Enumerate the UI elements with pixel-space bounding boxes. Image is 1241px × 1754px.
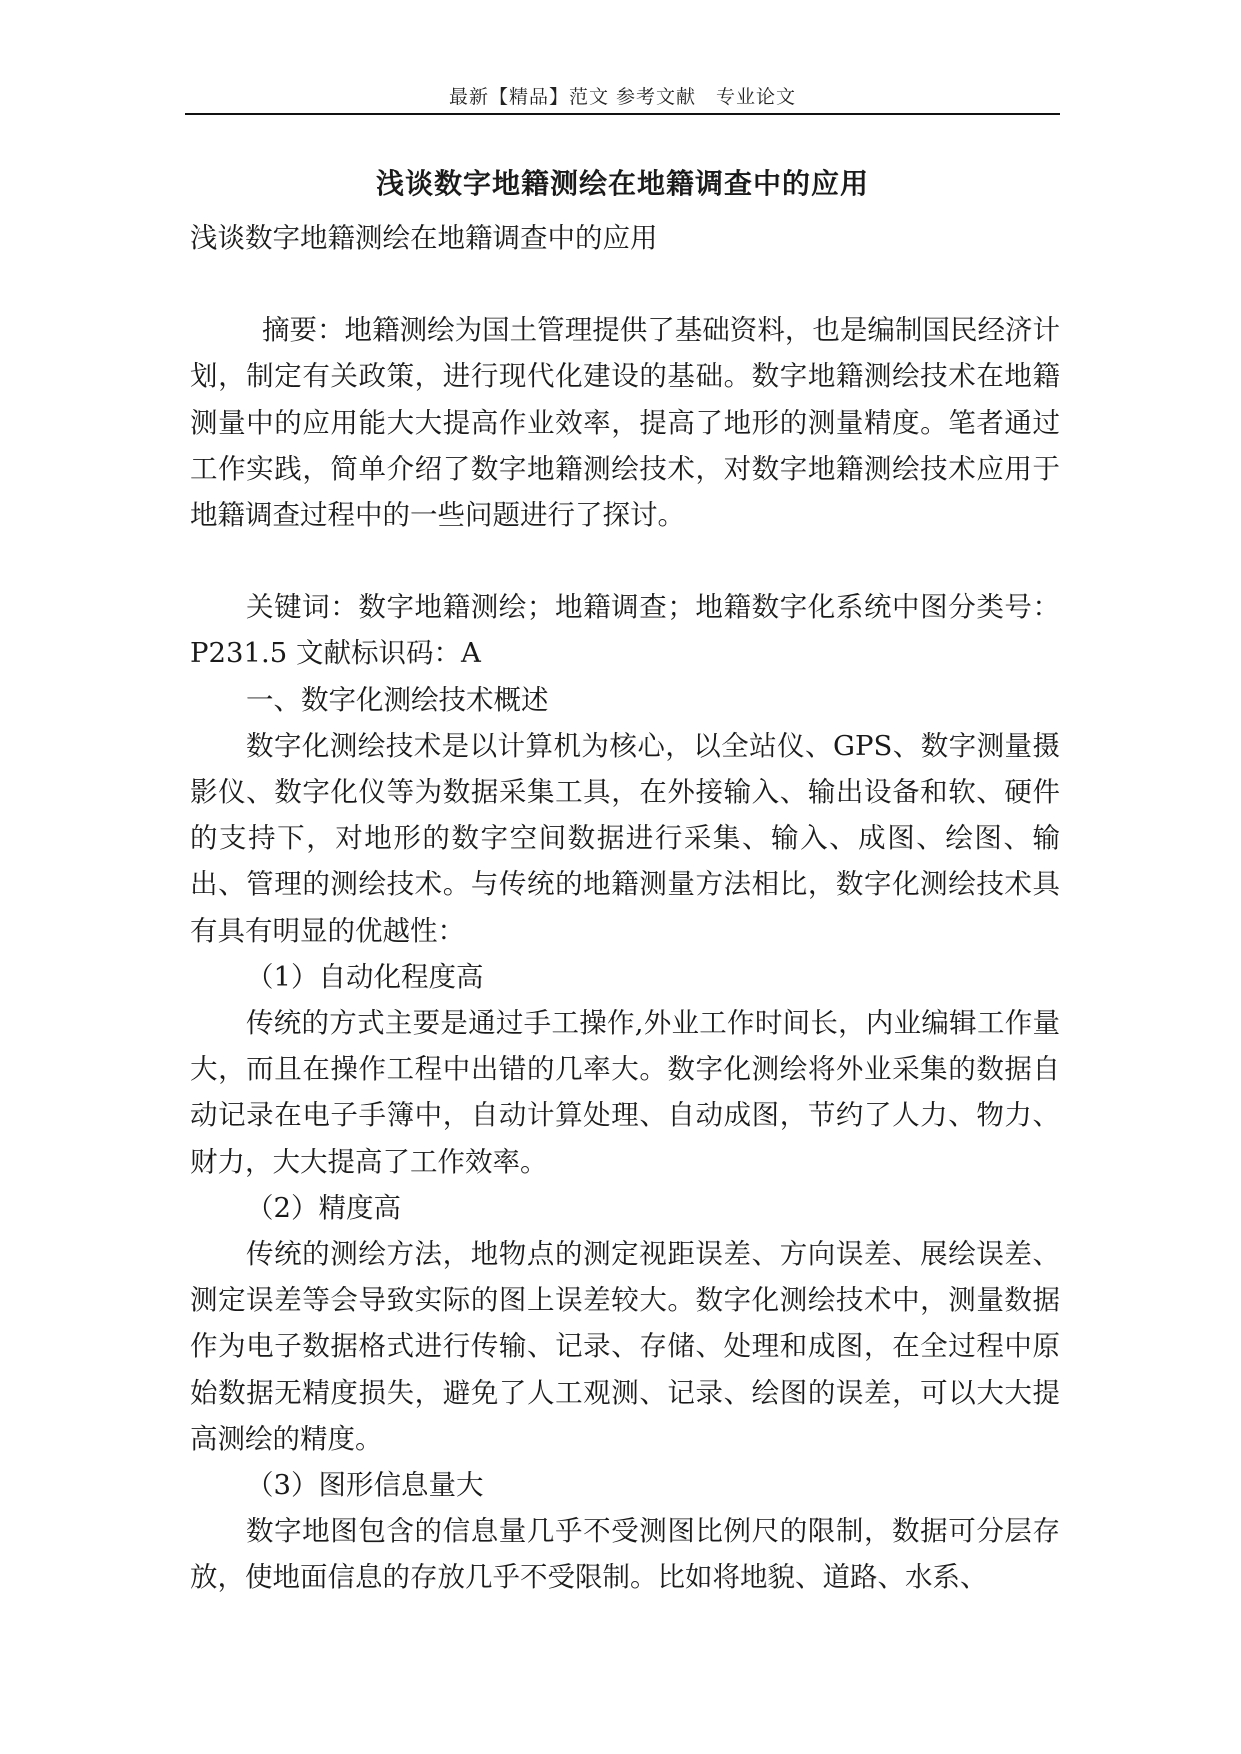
section-paragraph: 数字化测绘技术是以计算机为核心，以全站仪、GPS、数字测量摄影仪、数字化仪等为数据采集工具，在外接输入、输出设备和软、硬件的支持下，对地形的数字空间数据进行采集、输入、成图、绘图、输出、管理的测绘技术。与传统的地籍测量方法相比，数字化测绘技术具有具有明显的优越性：	[190, 729, 1060, 947]
document-subtitle: 浅谈数字地籍测绘在地籍调查中的应用	[190, 222, 658, 254]
header-divider	[185, 113, 1060, 115]
subsection-heading: （3）图形信息量大	[246, 1469, 484, 1502]
subsection-paragraph: 数字地图包含的信息量几乎不受测图比例尺的限制，数据可分层存放，使地面信息的存放几乎不受限制。比如将地貌、道路、水系、	[190, 1515, 1060, 1594]
document-body	[190, 215, 1060, 1601]
subsection-paragraph: 传统的测绘方法，地物点的测定视距误差、方向误差、展绘误差、测定误差等会导致实际的图上误差较大。数字化测绘技术中，测量数据作为电子数据格式进行传输、记录、存储、处理和成图，在全过程中原始数据无精度损失，避免了人工观测、记录、绘图的误差，可以大大提高测绘的精度。	[190, 1238, 1060, 1455]
subsection-heading: （2）精度高	[246, 1191, 401, 1224]
section-heading: 一、数字化测绘技术概述	[246, 683, 549, 716]
document-title: 浅谈数字地籍测绘在地籍调查中的应用	[375, 167, 869, 200]
subsection-paragraph: 传统的方式主要是通过手工操作,外业工作时间长，内业编辑工作量大，而且在操作工程中出错的几率大。数字化测绘将外业采集的数据自动记录在电子手簿中，自动计算处理、自动成图，节约了人力、物力、财力，大大提高了工作效率。	[190, 1007, 1060, 1178]
abstract-paragraph: 摘要：地籍测绘为国土管理提供了基础资料，也是编制国民经济计划，制定有关政策，进行现代化建设的基础。数字地籍测绘技术在地籍测量中的应用能大大提高作业效率，提高了地形的测量精度。笔者通过工作实践，简单介绍了数字地籍测绘技术，对数字地籍测绘技术应用于地籍调查过程中的一些问题进行了探讨。	[190, 314, 1060, 532]
subsection-heading: （1）自动化程度高	[246, 960, 484, 993]
page-header: 最新【精品】范文 参考文献 专业论文	[448, 86, 797, 108]
keywords-paragraph: 关键词：数字地籍测绘；地籍调查；地籍数字化系统中图分类号：P231.5 文献标识码：A	[190, 591, 1060, 670]
